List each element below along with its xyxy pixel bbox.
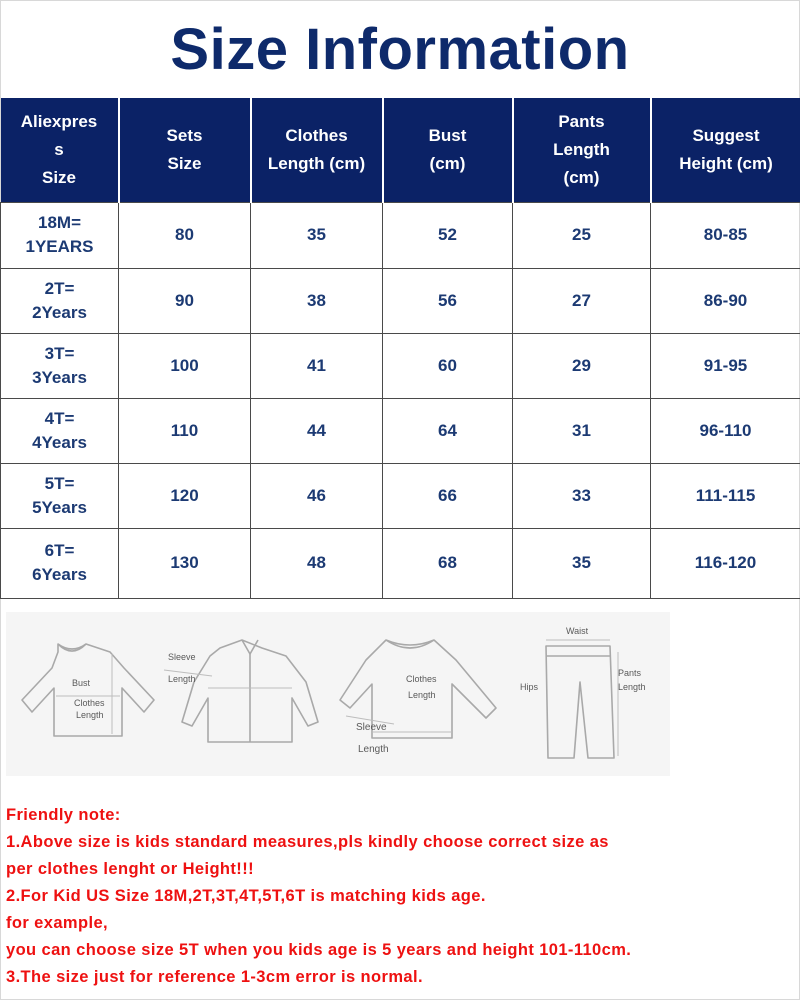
clothes-length-cell: 48 <box>251 528 383 598</box>
clothes-length-cell: 46 <box>251 463 383 528</box>
size-cell: 3T= 3Years <box>1 333 119 398</box>
header-clothes-length: Clothes Length (cm) <box>251 98 383 202</box>
size-cell: 18M= 1YEARS <box>1 202 119 268</box>
note-line: per clothes lenght or Height!!! <box>6 860 254 878</box>
label-length: Length <box>618 682 646 692</box>
size-cell: 5T= 5Years <box>1 463 119 528</box>
header-aliexpress-size: Aliexpres s Size <box>1 98 119 202</box>
pants-length-cell: 33 <box>513 463 651 528</box>
label-sleeve-length: Length <box>358 744 389 755</box>
suggest-height-cell: 91-95 <box>651 333 800 398</box>
diagram-panel <box>6 612 670 776</box>
label-sleeve: Sleeve <box>356 722 387 733</box>
suggest-height-cell: 80-85 <box>651 202 800 268</box>
note-line: 1.Above size is kids standard measures,pls kindly choose correct size as <box>6 833 609 851</box>
clothes-length-cell: 41 <box>251 333 383 398</box>
size-cell: 4T= 4Years <box>1 398 119 463</box>
label-length: Length <box>408 690 436 700</box>
sets-size-cell: 130 <box>119 528 251 598</box>
sets-size-cell: 100 <box>119 333 251 398</box>
table-row <box>1 528 800 598</box>
pants-sketch <box>546 640 618 758</box>
title-bar <box>0 0 800 98</box>
label-clothes: Clothes <box>406 674 437 684</box>
bust-cell: 52 <box>383 202 513 268</box>
sets-size-cell: 80 <box>119 202 251 268</box>
label-pants: Pants <box>618 668 642 678</box>
suggest-height-cell: 116-120 <box>651 528 800 598</box>
bust-cell: 56 <box>383 268 513 333</box>
suggest-height-cell: 96-110 <box>651 398 800 463</box>
suggest-height-cell: 86-90 <box>651 268 800 333</box>
pants-length-cell: 35 <box>513 528 651 598</box>
note-line: 3.The size just for reference 1-3cm error is normal. <box>6 968 423 986</box>
note-line: you can choose size 5T when you kids age is 5 years and height 101-110cm. <box>6 941 632 959</box>
size-table <box>0 98 800 599</box>
pants-length-cell: 29 <box>513 333 651 398</box>
header-bust: Bust (cm) <box>383 98 513 202</box>
sets-size-cell: 90 <box>119 268 251 333</box>
label-length: Length <box>168 674 196 684</box>
sets-size-cell: 110 <box>119 398 251 463</box>
shirt-front-sketch <box>22 644 154 736</box>
bust-cell: 66 <box>383 463 513 528</box>
measurement-diagram <box>0 602 800 792</box>
bust-cell: 68 <box>383 528 513 598</box>
label-clothes: Clothes <box>74 698 105 708</box>
page-title: Size Information <box>170 16 630 82</box>
table-row <box>1 398 800 463</box>
table-row <box>1 463 800 528</box>
note-line: for example, <box>6 914 109 932</box>
clothes-length-cell: 35 <box>251 202 383 268</box>
pants-length-cell: 25 <box>513 202 651 268</box>
pants-length-cell: 31 <box>513 398 651 463</box>
size-cell: 6T= 6Years <box>1 528 119 598</box>
label-sleeve: Sleeve <box>168 652 196 662</box>
label-hips: Hips <box>520 682 539 692</box>
sets-size-cell: 120 <box>119 463 251 528</box>
friendly-notes <box>6 802 796 991</box>
clothes-length-cell: 38 <box>251 268 383 333</box>
table-row <box>1 202 800 268</box>
garment-sketches <box>6 612 670 776</box>
header-sets-size: Sets Size <box>119 98 251 202</box>
header-suggest-height: Suggest Height (cm) <box>651 98 800 202</box>
table-header-row <box>1 98 800 202</box>
label-waist: Waist <box>566 626 589 636</box>
note-heading: Friendly note: <box>6 806 121 824</box>
note-line: 2.For Kid US Size 18M,2T,3T,4T,5T,6T is matching kids age. <box>6 887 486 905</box>
bust-cell: 64 <box>383 398 513 463</box>
suggest-height-cell: 111-115 <box>651 463 800 528</box>
table-row <box>1 268 800 333</box>
table-row <box>1 333 800 398</box>
header-pants-length: Pants Length (cm) <box>513 98 651 202</box>
label-bust: Bust <box>72 678 91 688</box>
pants-length-cell: 27 <box>513 268 651 333</box>
clothes-length-cell: 44 <box>251 398 383 463</box>
bust-cell: 60 <box>383 333 513 398</box>
label-length: Length <box>76 710 104 720</box>
size-cell: 2T= 2Years <box>1 268 119 333</box>
